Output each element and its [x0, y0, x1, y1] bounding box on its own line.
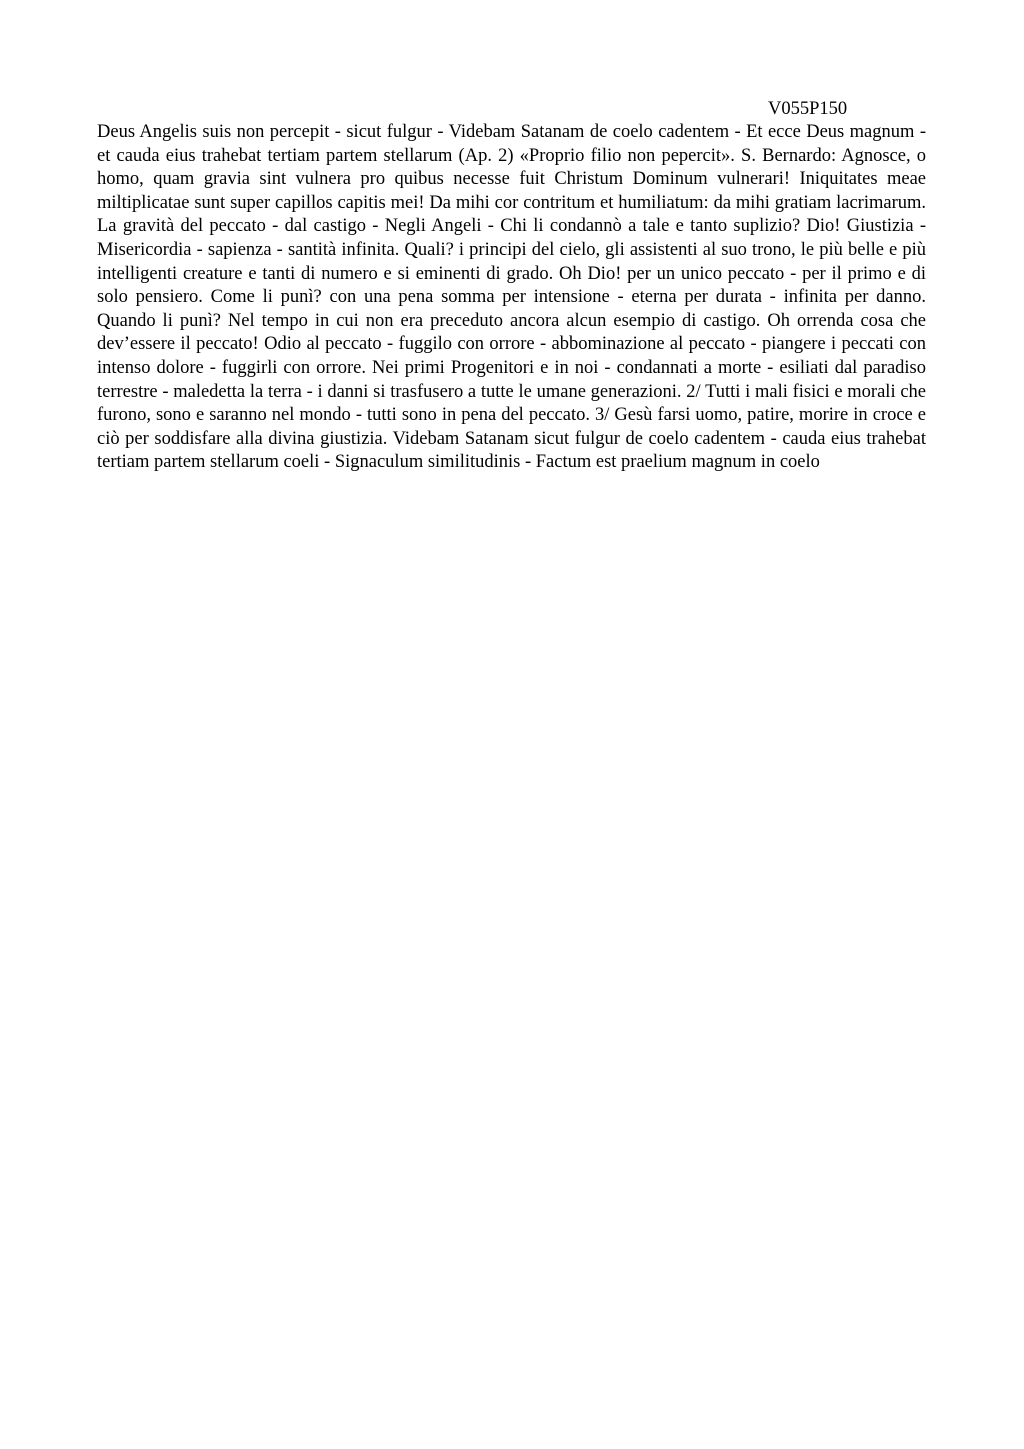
page-code: V055P150 — [768, 99, 848, 119]
body-paragraph: Deus Angelis suis non percepit - sicut fulgur - Videbam Satanam de coelo cadentem - Et ecce Deus magnum - et cauda eius trahebat tertiam partem stellarum (Ap. 2) «Proprio filio non pepercit». S. Bernardo: Agnosce, o homo, quam gravia sint vulnera pro quibus necesse fuit Christum Dominum vulnerari! Iniquitates meae miltiplicatae sunt super capillos capitis mei! Da mihi cor contritum et humiliatum: da mihi gratiam lacrimarum. La gravità del peccato - dal castigo - Negli Angeli - Chi li condannò a tale e tanto suplizio? Dio! Giustizia - Misericordia - sapienza - santità infinita. Quali? i principi del cielo, gli assistenti al suo trono, le più belle e più intelligenti creature e tanti di numero e si eminenti di grado. Oh Dio! per un unico peccato - per il primo e di solo pensiero. Come li punì? con una pena somma per intensione - eterna per durata - infinita per danno. Quando li punì? Nel tempo in cui non era preceduto ancora alcun esempio di castigo. Oh orrenda cosa che dev’essere il peccato! Odio al peccato - fuggilo con orrore - abbominazione al peccato - piangere i peccati con intenso dolore - fuggirli con orrore. Nei primi Progenitori e in noi - condannati a morte - esiliati dal paradiso terrestre - maledetta la terra - i danni si trasfusero a tutte le umane generazioni. 2/ Tutti i mali fisici e morali che furono, sono e saranno nel mondo - tutti sono in pena del peccato. 3/ Gesù farsi uomo, patire, morire in croce e ciò per soddisfare alla divina giustizia. Videbam Satanam sicut fulgur de coelo cadentem - cauda eius trahebat tertiam partem stellarum coeli - Signaculum similitudinis - Factum est praelium magnum in coelo — [97, 122, 926, 473]
